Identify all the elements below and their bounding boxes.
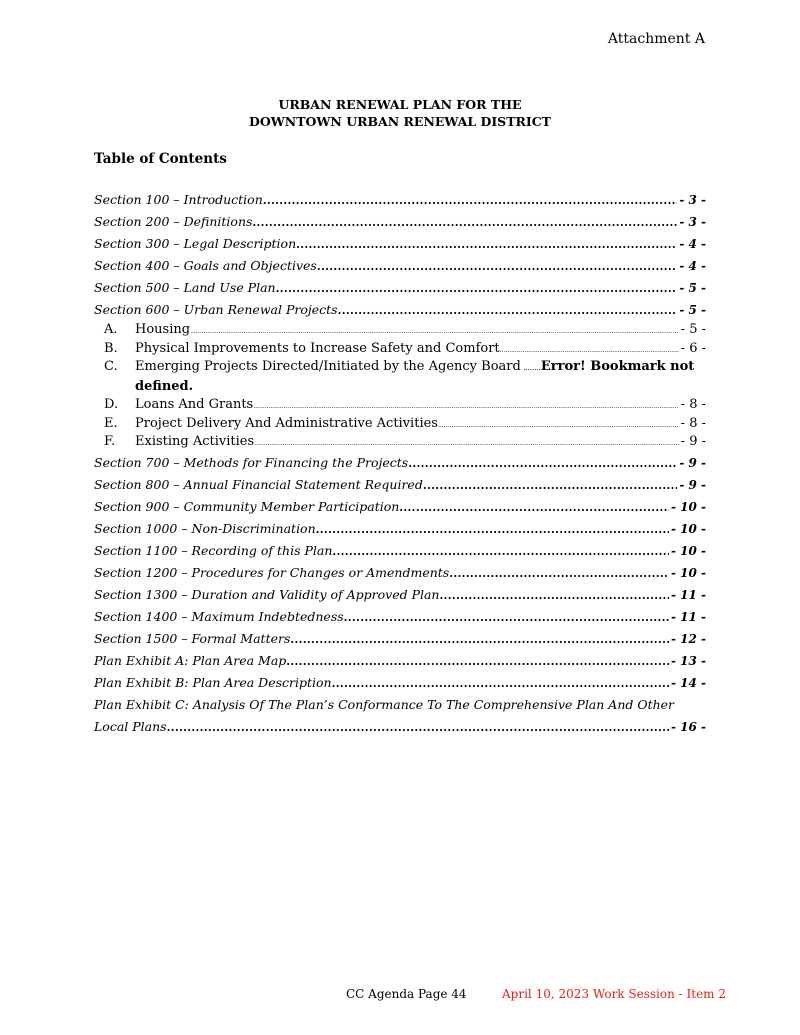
- sub-letter: B.: [104, 340, 118, 356]
- toc-subentry-b[interactable]: [94, 340, 706, 359]
- dot-leader: [399, 497, 669, 519]
- toc-entry[interactable]: [94, 628, 706, 650]
- dot-leader: [438, 417, 679, 436]
- sub-label: Physical Improvements to Increase Safety and Comfort: [135, 340, 500, 356]
- entry-label: Section 900 – Community Member Participation: [94, 498, 400, 514]
- entry-page: - 9 -: [679, 477, 706, 492]
- dot-leader: [286, 651, 669, 673]
- title-line-2: DOWNTOWN URBAN RENEWAL DISTRICT: [249, 114, 551, 129]
- toc-entry[interactable]: [94, 496, 706, 518]
- entry-label: Section 500 – Land Use Plan: [94, 280, 276, 295]
- entry-label: Section 1200 – Procedures for Changes or Amendments: [94, 564, 450, 580]
- toc-subentry-c[interactable]: C. Emerging Projects Directed/Initiated by the Agency Board ........Error! Bookmark not defined.: [94, 358, 706, 396]
- toc-subentry-a[interactable]: [94, 321, 706, 340]
- dot-leader: [276, 278, 678, 300]
- dot-leader: [296, 234, 677, 256]
- sub-letter: C.: [104, 359, 118, 374]
- sub-letter: E.: [104, 415, 118, 431]
- toc-heading: Table of Contents: [94, 151, 227, 167]
- toc-subentry[interactable]: [94, 396, 706, 415]
- sub-label: Project Delivery And Administrative Activities: [135, 415, 438, 431]
- dot-leader: [423, 475, 678, 497]
- attachment-label: Attachment A: [607, 31, 705, 47]
- entry-page: - 3 -: [679, 215, 706, 229]
- title-line-1: URBAN RENEWAL PLAN FOR THE: [278, 97, 522, 112]
- sub-label: Loans And Grants: [135, 397, 254, 412]
- entry-label: Section 1500 – Formal Matters: [94, 630, 291, 646]
- sub-label: Emerging Projects Directed/Initiated by the Agency Board: [135, 359, 521, 374]
- toc-entry[interactable]: [94, 672, 706, 694]
- sub-letter: F.: [104, 434, 116, 449]
- entry-page: - 10 -: [670, 565, 706, 580]
- dot-leader: [449, 563, 669, 585]
- toc-entry[interactable]: [94, 277, 706, 299]
- sub-page: - 9 -: [680, 434, 706, 449]
- dot-leader: [332, 673, 669, 695]
- dot-leader: [263, 190, 678, 212]
- entry-page: - 10 -: [670, 543, 706, 558]
- entry-label: Plan Exhibit A: Plan Area Map: [94, 652, 287, 668]
- toc-entry[interactable]: [94, 474, 706, 496]
- entry-page: - 11 -: [670, 587, 706, 602]
- toc-subentry[interactable]: [94, 433, 706, 452]
- sub-letter: D.: [104, 397, 119, 412]
- dot-leader: [316, 519, 669, 541]
- sub-letter: A.: [104, 322, 118, 337]
- entry-label: Section 600 – Urban Renewal Projects: [94, 302, 338, 317]
- entry-page: - 4 -: [679, 237, 706, 251]
- bookmark-error-text: Error! Bookmark not defined.: [135, 359, 695, 394]
- dot-leader: [317, 256, 677, 278]
- sub-label: Housing: [135, 322, 191, 337]
- exhibit-c-line-2: Local Plans: [94, 718, 167, 734]
- entry-label: Section 1100 – Recording of this Plan: [94, 542, 333, 558]
- dot-leader: [344, 607, 669, 629]
- work-session-label: April 10, 2023 Work Session - Item 2: [502, 987, 726, 1001]
- dot-leader: [252, 212, 677, 234]
- entry-label: Section 1400 – Maximum Indebtedness: [94, 608, 344, 624]
- dot-leader: [332, 541, 669, 563]
- entry-label: Section 800 – Annual Financial Statement Required: [94, 476, 423, 492]
- sub-label: Existing Activities: [135, 434, 255, 449]
- sub-page: - 8 -: [680, 415, 706, 431]
- entry-page: - 10 -: [670, 521, 706, 536]
- entry-page: - 3 -: [679, 193, 706, 207]
- exhibit-c-line-1: Plan Exhibit C: Analysis Of The Plan’s Conformance To The Comprehensive Plan And Other: [94, 696, 675, 712]
- entry-page: - 14 -: [670, 675, 706, 690]
- entry-label: Section 1000 – Non-Discrimination: [94, 520, 316, 536]
- sub-page: - 5 -: [680, 322, 706, 337]
- agenda-page-number: CC Agenda Page 44: [346, 987, 467, 1001]
- dot-leader: [167, 717, 669, 739]
- entry-label: Section 1300 – Duration and Validity of Approved Plan: [94, 586, 440, 602]
- dot-leader: [290, 629, 669, 651]
- dot-leader: [408, 453, 677, 475]
- toc-entry[interactable]: [94, 211, 706, 233]
- sub-page: - 8 -: [680, 397, 706, 412]
- entry-label: Section 400 – Goals and Objectives: [94, 258, 317, 273]
- toc-entry[interactable]: [94, 255, 706, 277]
- toc-subentry[interactable]: [94, 415, 706, 434]
- entry-label: Section 300 – Legal Description: [94, 236, 297, 251]
- dot-leader: [439, 585, 669, 607]
- toc-entry[interactable]: [94, 584, 706, 606]
- table-of-contents: [94, 189, 706, 738]
- toc-entry[interactable]: [94, 540, 706, 562]
- entry-label: Section 200 – Definitions: [94, 214, 253, 229]
- entry-label: Plan Exhibit B: Plan Area Description: [94, 674, 332, 690]
- entry-page: - 13 -: [670, 653, 706, 668]
- toc-entry[interactable]: [94, 299, 706, 321]
- entry-page: - 5 -: [679, 281, 706, 295]
- entry-label: Section 700 – Methods for Financing the Projects: [94, 454, 409, 470]
- entry-page: - 5 -: [679, 303, 706, 317]
- toc-entry-exhibit-c[interactable]: [94, 694, 706, 738]
- entry-page: - 11 -: [670, 609, 706, 624]
- entry-page: - 10 -: [670, 499, 706, 514]
- entry-label: Section 100 – Introduction: [94, 192, 263, 207]
- entry-page: - 12 -: [670, 631, 706, 646]
- toc-entry[interactable]: [94, 233, 706, 255]
- toc-entry[interactable]: [94, 606, 706, 628]
- exhibit-c-page: - 16 -: [670, 719, 706, 734]
- dot-leader: [338, 300, 678, 322]
- document-title: [0, 96, 800, 130]
- entry-page: - 9 -: [679, 455, 706, 470]
- toc-entry[interactable]: [94, 189, 706, 211]
- toc-entry[interactable]: [94, 562, 706, 584]
- toc-entry[interactable]: [94, 518, 706, 540]
- toc-entry[interactable]: [94, 452, 706, 474]
- toc-entry[interactable]: [94, 650, 706, 672]
- sub-page: - 6 -: [680, 340, 706, 356]
- entry-page: - 4 -: [679, 259, 706, 273]
